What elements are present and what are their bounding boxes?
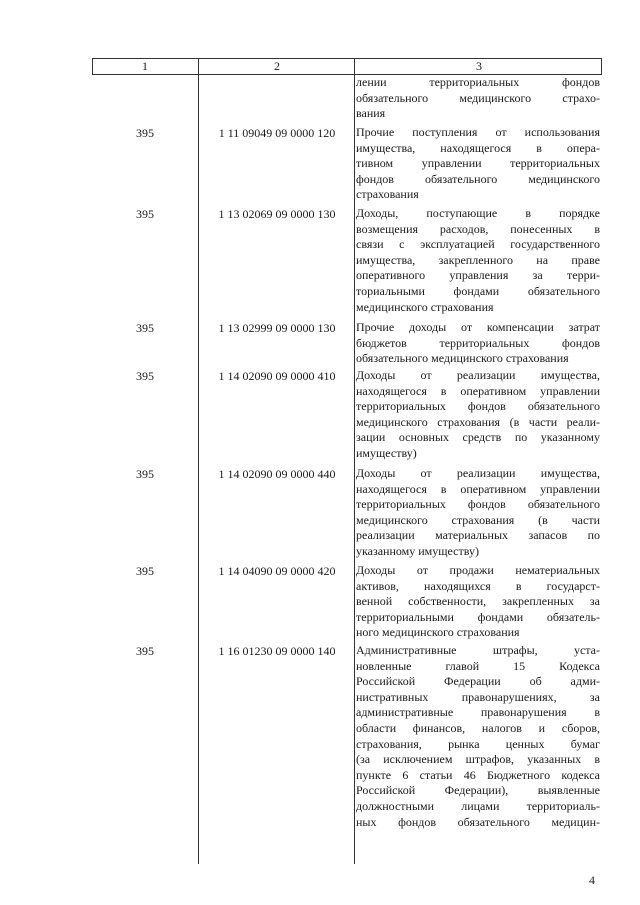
income-description bbox=[356, 643, 600, 830]
income-description bbox=[356, 320, 600, 367]
income-description bbox=[356, 125, 600, 203]
budget-code: 1 11 09049 09 0000 120 bbox=[218, 126, 336, 140]
description-line: указанному имуществу) bbox=[356, 543, 479, 558]
admin-code: 395 bbox=[136, 126, 154, 140]
description-line: Административные штрафы, уста- bbox=[356, 643, 600, 657]
description-line: активов, находящихся в государст- bbox=[356, 578, 600, 593]
description-line: имуществу) bbox=[356, 445, 417, 460]
description-line: медицинского страхования (в части реали- bbox=[356, 414, 600, 429]
table-border-left bbox=[92, 58, 93, 74]
budget-code: 1 13 02999 09 0000 130 bbox=[218, 321, 336, 335]
description-line: территориальных фондов обязательного bbox=[356, 497, 600, 512]
description-line: Прочие поступления от использования bbox=[356, 125, 600, 139]
description-line: лении территориальных фондов bbox=[356, 75, 600, 89]
admin-code: 395 bbox=[136, 644, 154, 658]
description-line: зации основных средств по указанному bbox=[356, 430, 600, 445]
description-line: Доходы, поступающие в порядке bbox=[356, 206, 600, 220]
admin-code: 395 bbox=[136, 321, 154, 335]
budget-code: 1 14 02090 09 0000 410 bbox=[218, 369, 336, 383]
description-line: находящегося в оперативном управлении bbox=[356, 383, 600, 398]
description-line: Прочие доходы от компенсации затрат bbox=[356, 320, 600, 334]
budget-code: 1 14 02090 09 0000 440 bbox=[218, 467, 336, 481]
income-description bbox=[356, 466, 600, 560]
admin-code: 395 bbox=[136, 467, 154, 481]
description-line: пункте 6 статьи 46 Бюджетного кодекса bbox=[356, 767, 600, 782]
description-line: Доходы от продажи нематериальных bbox=[356, 563, 600, 577]
column-divider-2 bbox=[354, 58, 355, 864]
income-description bbox=[356, 368, 600, 462]
description-line: должностными лицами территориаль- bbox=[356, 798, 600, 813]
description-line: реализации материальных запасов по bbox=[356, 528, 600, 543]
admin-code: 395 bbox=[136, 564, 154, 578]
column-divider-1 bbox=[198, 58, 199, 864]
description-line: ториальными фондами обязательного bbox=[356, 283, 600, 298]
header-col-1: 1 bbox=[142, 59, 148, 73]
page-number: 4 bbox=[589, 873, 595, 887]
description-line: обязательного медицинского страхо- bbox=[356, 90, 600, 105]
table-border-right bbox=[601, 58, 602, 74]
income-description bbox=[356, 75, 600, 122]
admin-code: 395 bbox=[136, 369, 154, 383]
description-line: оперативного управления за терри- bbox=[356, 268, 600, 283]
header-col-2: 2 bbox=[274, 59, 280, 73]
budget-code: 1 14 04090 09 0000 420 bbox=[218, 564, 336, 578]
budget-code: 1 16 01230 09 0000 140 bbox=[218, 644, 336, 658]
description-line: административные правонарушения в bbox=[356, 705, 600, 720]
description-line: ного медицинского страхования bbox=[356, 625, 520, 640]
budget-code: 1 13 02069 09 0000 130 bbox=[218, 207, 336, 221]
description-line: медицинского страхования bbox=[356, 299, 494, 314]
description-line: территориальными фондами обязатель- bbox=[356, 609, 600, 624]
description-line: новленные главой 15 Кодекса bbox=[356, 658, 600, 673]
description-line: области финансов, налогов и сборов, bbox=[356, 720, 600, 735]
description-line: (за исключением штрафов, указанных в bbox=[356, 752, 600, 767]
description-line: медицинского страхования (в части bbox=[356, 512, 600, 527]
income-description bbox=[356, 563, 600, 641]
description-line: Российской Федерации), выявленные bbox=[356, 783, 600, 798]
description-line: имущества, находящегося в опера- bbox=[356, 140, 600, 155]
description-line: Доходы от реализации имущества, bbox=[356, 466, 600, 480]
description-line: вания bbox=[356, 106, 386, 121]
table-header bbox=[92, 58, 602, 75]
description-line: бюджетов территориальных фондов bbox=[356, 335, 600, 350]
description-line: обязательного медицинского страхования bbox=[356, 351, 569, 366]
description-line: фондов обязательного медицинского bbox=[356, 171, 600, 186]
description-line: ных фондов обязательного медицин- bbox=[356, 814, 600, 829]
description-line: территориальных фондов обязательного bbox=[356, 399, 600, 414]
description-line: страхования, рынка ценных бумаг bbox=[356, 736, 600, 751]
income-description bbox=[356, 206, 600, 315]
description-line: связи с эксплуатацией государственного bbox=[356, 237, 600, 252]
description-line: Российской Федерации об адми- bbox=[356, 674, 600, 689]
description-line: тивном управлении территориальных bbox=[356, 156, 600, 171]
description-line: имущества, закрепленного на праве bbox=[356, 252, 600, 267]
description-line: страхования bbox=[356, 187, 419, 202]
description-line: нистративных правонарушениях, за bbox=[356, 689, 600, 704]
header-col-3: 3 bbox=[476, 59, 482, 73]
description-line: Доходы от реализации имущества, bbox=[356, 368, 600, 382]
description-line: венной собственности, закрепленных за bbox=[356, 594, 600, 609]
admin-code: 395 bbox=[136, 207, 154, 221]
description-line: возмещения расходов, понесенных в bbox=[356, 221, 600, 236]
description-line: находящегося в оперативном управлении bbox=[356, 481, 600, 496]
